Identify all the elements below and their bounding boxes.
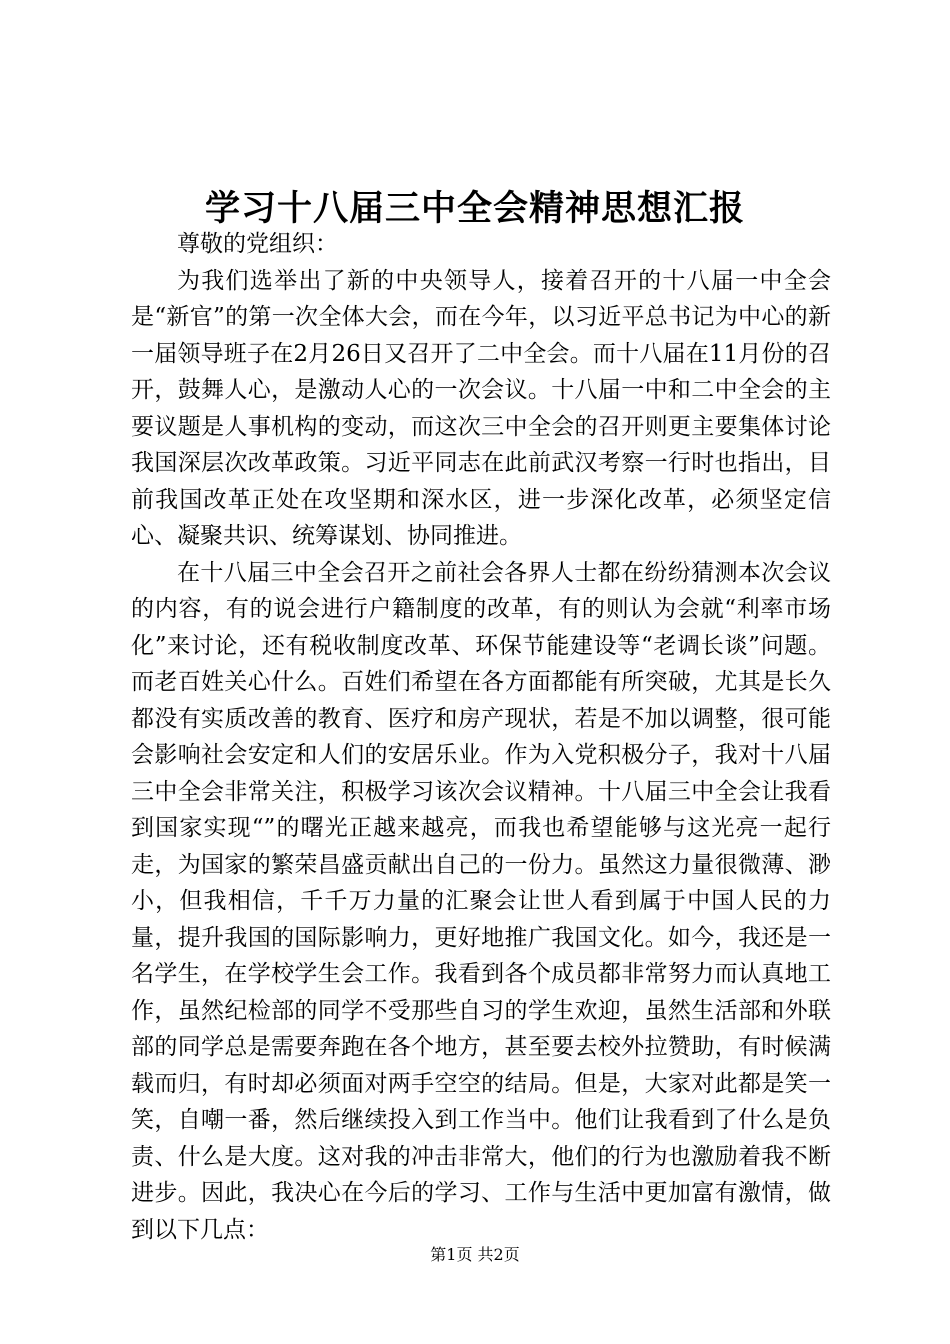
paragraph: 为我们选举出了新的中央领导人，接着召开的十八届一中全会是“新官”的第一次全体大会，而在今年，以习近平总书记为中心的新一届领导班子在2月26日又召开了二中全会。而十八届在11月份的召开，鼓舞人心，是激动人心的一次会议。十八届一中和二中全会的主要议题是人事机构的变动，而这次三中全会的召开则更主要集体讨论我国深层次改革政策。习近平同志在此前武汉考察一行时也指出，目前我国改革正处在攻坚期和深水区，进一步深化改革，必须坚定信心、凝聚共识、统筹谋划、协同推进。 [131,267,831,549]
document-title: 学习十八届三中全会精神思想汇报 [204,188,745,229]
page-footer: 第1页 共2页 [430,1245,520,1264]
document-body [131,226,831,1248]
salutation: 尊敬的党组织： [177,231,338,257]
paragraph: 在十八届三中全会召开之前社会各界人士都在纷纷猜测本次会议的内容，有的说会进行户籍制度的改革，有的则认为会就“利率市场化”来讨论，还有税收制度改革、环保节能建设等“老调长谈”问题。而老百姓关心什么。百姓们希望在各方面都能有所突破，尤其是长久都没有实质改善的教育、医疗和房产现状，若是不加以调整，很可能会影响社会安定和人们的安居乐业。作为入党积极分子，我对十八届三中全会非常关注，积极学习该次会议精神。十八届三中全会让我看到国家实现“”的曙光正越来越亮，而我也希望能够与这光亮一起行走，为国家的繁荣昌盛贡献出自己的一份力。虽然这力量很微薄、渺小，但我相信，千千万力量的汇聚会让世人看到属于中国人民的力量，提升我国的国际影响力，更好地推广我国文化。如今，我还是一名学生，在学校学生会工作。我看到各个成员都非常努力而认真地工作，虽然纪检部的同学不受那些自习的学生欢迎，虽然生活部和外联部的同学总是需要奔跑在各个地方，甚至要去校外拉赞助，有时候满载而归，有时却必须面对两手空空的结局。但是，大家对此都是笑一笑，自嘲一番，然后继续投入到工作当中。他们让我看到了什么是负责、什么是大度。这对我的冲击非常大，他们的行为也激励着我不断进步。因此，我决心在今后的学习、工作与生活中更加富有激情，做到以下几点： [131,559,831,1243]
